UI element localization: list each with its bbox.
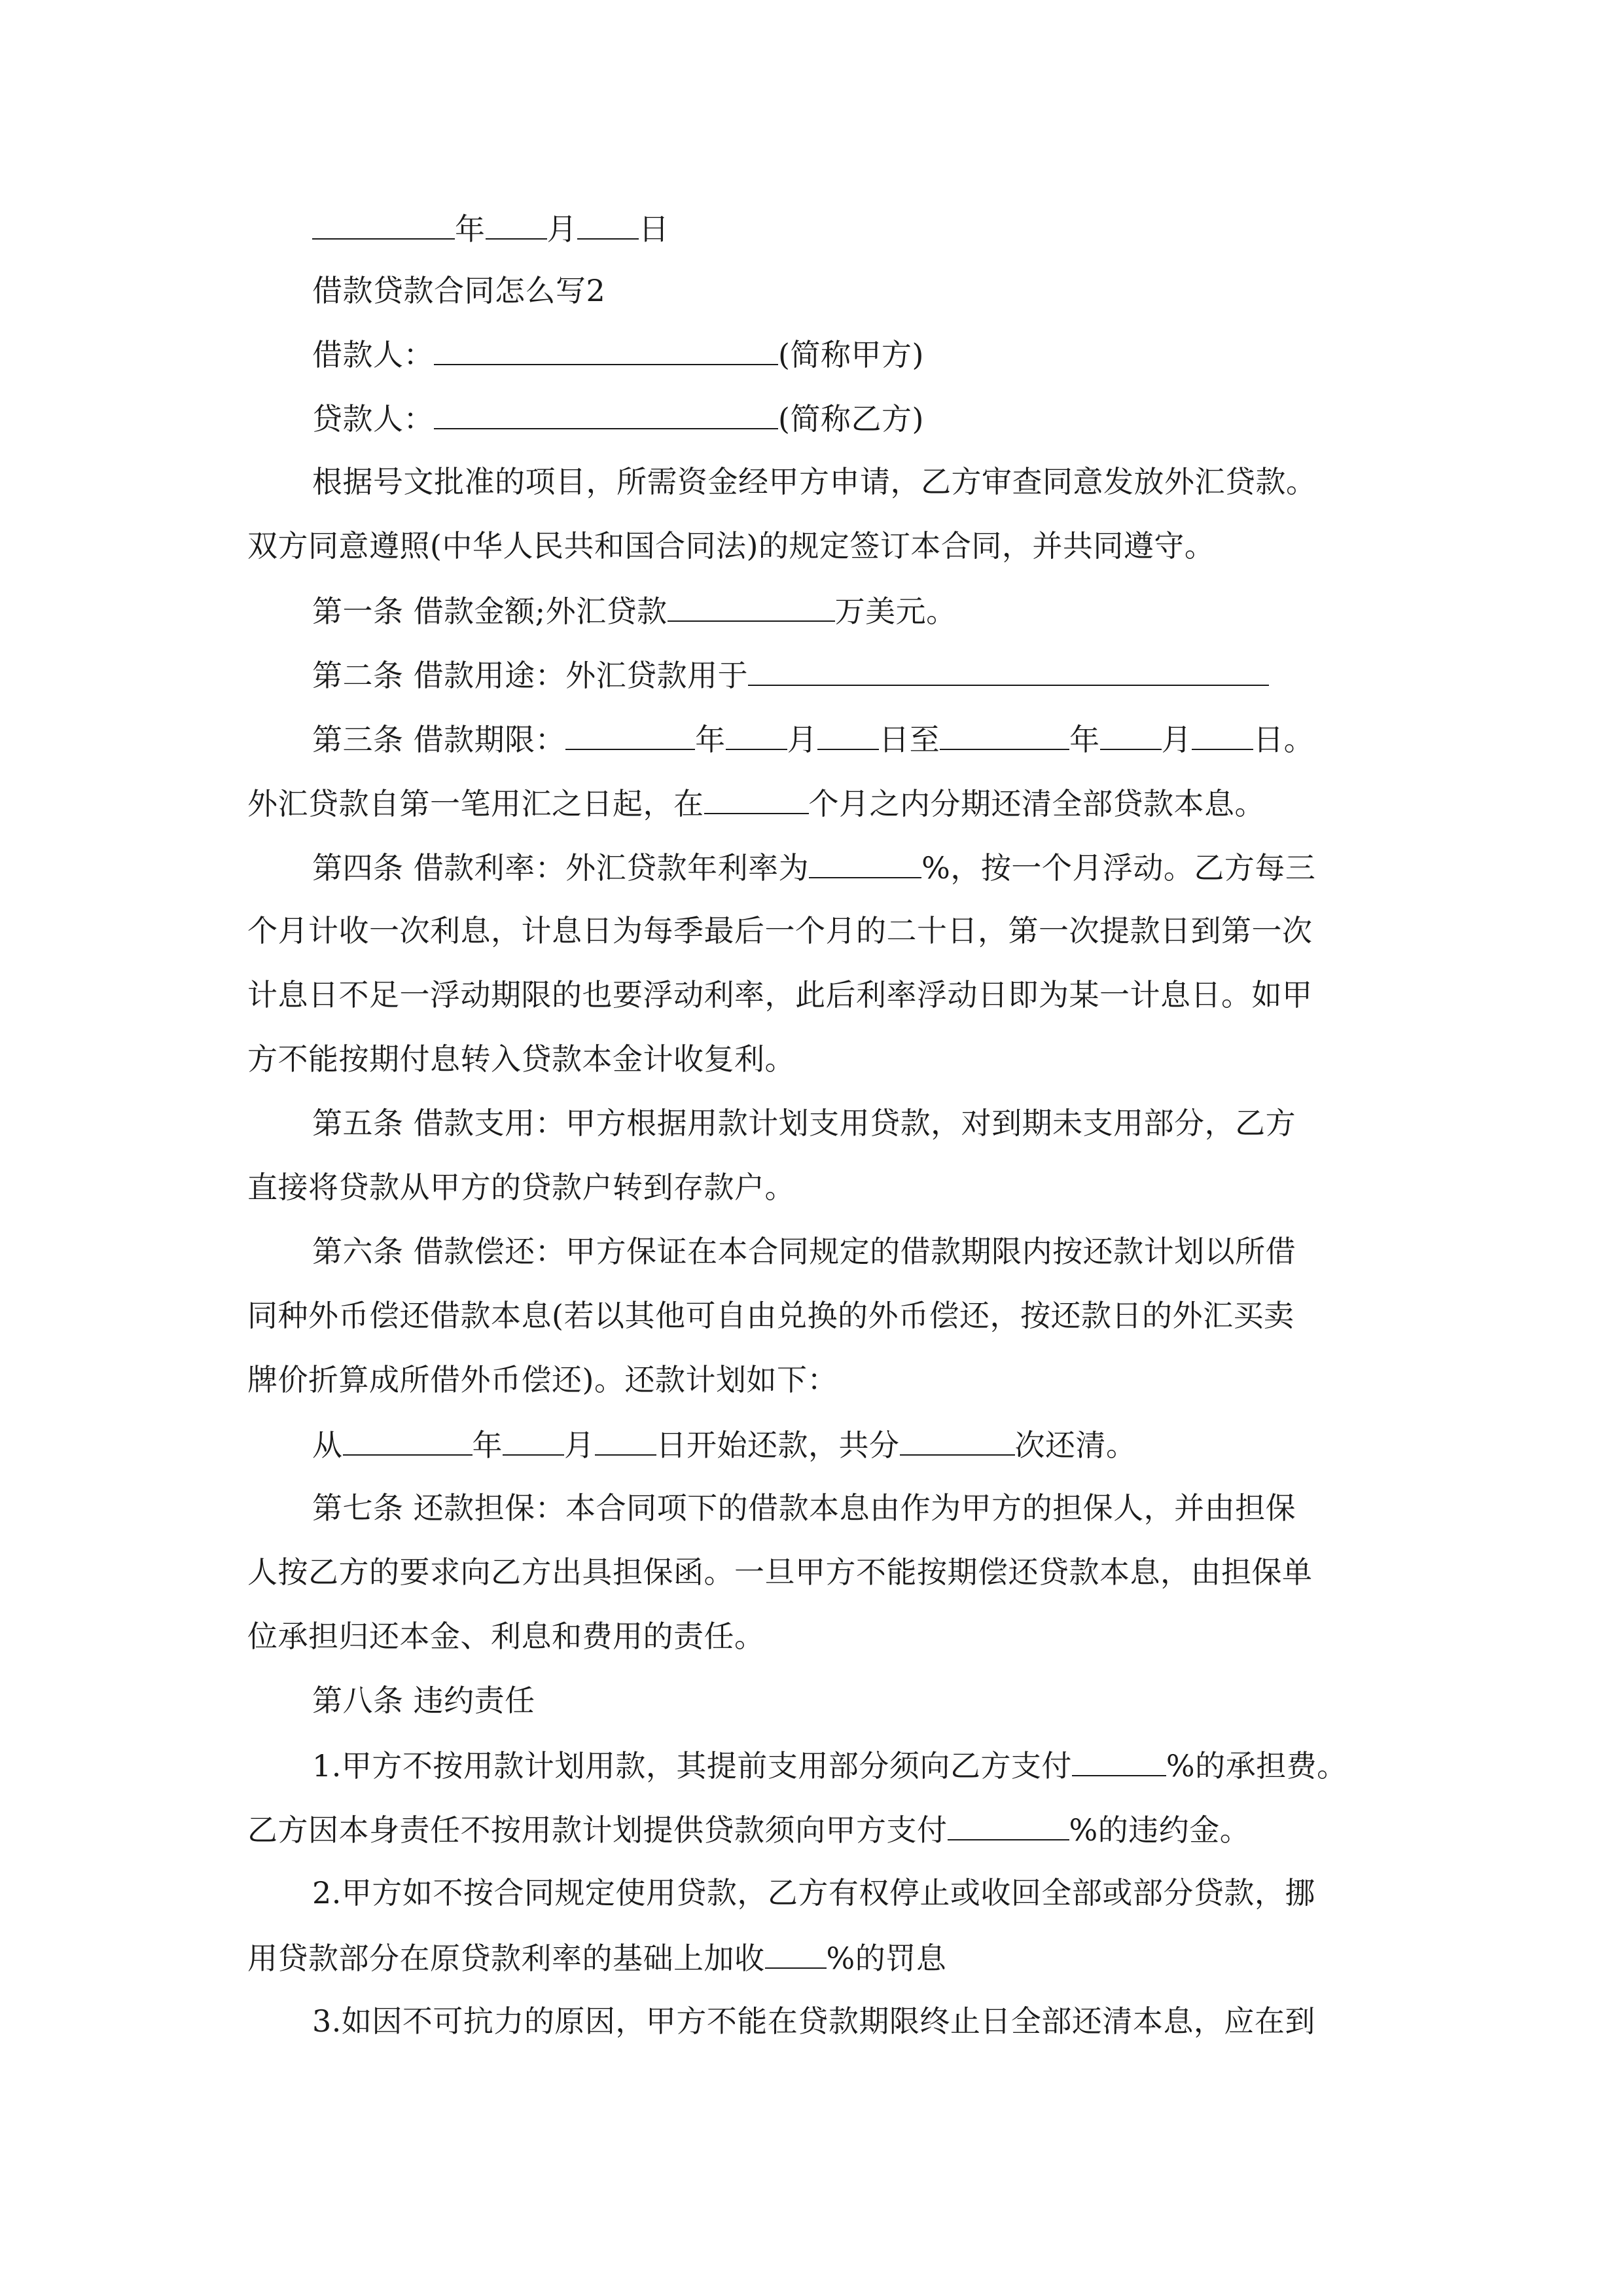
clause-1-line-2-text: 乙方因本身责任不按用款计划提供贷款须向甲方支付 bbox=[247, 1812, 948, 1848]
repay-day-blank[interactable] bbox=[595, 1424, 656, 1456]
start-day-blank[interactable] bbox=[817, 719, 879, 750]
article-7-line-3: 位承担归还本金、利息和费用的责任。 bbox=[247, 1619, 765, 1654]
rate-blank[interactable] bbox=[809, 847, 921, 878]
lender-blank[interactable] bbox=[434, 398, 778, 429]
repay-year-label: 年 bbox=[472, 1427, 503, 1463]
repay-year-blank[interactable] bbox=[343, 1424, 473, 1456]
repayment-line bbox=[312, 1424, 1137, 1463]
end-year-blank[interactable] bbox=[940, 719, 1069, 750]
start-day-label: 日至 bbox=[879, 722, 940, 757]
lender-suffix: (简称乙方) bbox=[778, 401, 924, 437]
article-4-line-2: 个月计收一次利息，计息日为每季最后一个月的二十日，第一次提款日到第一次 bbox=[247, 913, 1313, 948]
months-blank[interactable] bbox=[704, 783, 809, 814]
article-3-text: 第三条 借款期限： bbox=[312, 722, 566, 757]
lender-label: 贷款人： bbox=[312, 401, 434, 437]
start-year-blank[interactable] bbox=[565, 719, 695, 750]
clause-1-line-2-suffix: %的违约金。 bbox=[1069, 1812, 1251, 1848]
end-year-label: 年 bbox=[1069, 722, 1100, 757]
intro-line-1: 根据号文批准的项目，所需资金经甲方申请，乙方审查同意发放外汇贷款。 bbox=[312, 464, 1317, 499]
month-blank[interactable] bbox=[486, 208, 547, 240]
month-label: 月 bbox=[546, 211, 577, 247]
article-8-clause-3: 3.如因不可抗力的原因，甲方不能在贷款期限终止日全部还清本息，应在到 bbox=[312, 2003, 1315, 2039]
clause-2-line-2-suffix: %的罚息 bbox=[826, 1941, 947, 1976]
clause-2-line-2-text: 用贷款部分在原贷款利率的基础上加收 bbox=[247, 1941, 765, 1976]
article-1-text: 第一条 借款金额;外汇贷款 bbox=[312, 594, 668, 629]
end-month-blank[interactable] bbox=[1100, 719, 1162, 750]
repay-end: 次还清。 bbox=[1014, 1427, 1137, 1463]
repay-day-label: 日开始还款，共分 bbox=[656, 1427, 900, 1463]
amount-blank[interactable] bbox=[668, 590, 835, 622]
article-3-line-2 bbox=[247, 783, 1265, 822]
intro-line-2: 双方同意遵照(中华人民共和国合同法)的规定签订本合同，并共同遵守。 bbox=[247, 528, 1215, 564]
borrower-label: 借款人： bbox=[312, 337, 434, 372]
start-month-blank[interactable] bbox=[726, 719, 787, 750]
day-blank[interactable] bbox=[577, 208, 639, 240]
article-7-line-2: 人按乙方的要求向乙方出具担保函。一旦甲方不能按期偿还贷款本息，由担保单 bbox=[247, 1554, 1313, 1590]
end-day-blank[interactable] bbox=[1192, 719, 1253, 750]
borrower-blank[interactable] bbox=[434, 334, 778, 365]
article-7-line-1: 第七条 还款担保：本合同项下的借款本息由作为甲方的担保人，并由担保 bbox=[312, 1490, 1296, 1526]
lender-line bbox=[312, 398, 924, 437]
article-3-line-2-text: 外汇贷款自第一笔用汇之日起，在 bbox=[247, 786, 704, 821]
article-4 bbox=[312, 847, 1315, 886]
penalty-rate-blank[interactable] bbox=[765, 1937, 827, 1969]
article-1 bbox=[312, 590, 957, 630]
article-2 bbox=[312, 655, 1269, 694]
repay-month-label: 月 bbox=[564, 1427, 595, 1463]
article-8-clause-1-line-2 bbox=[247, 1809, 1250, 1848]
year-label: 年 bbox=[455, 211, 486, 247]
clause-1-suffix: %的承担费。 bbox=[1166, 1748, 1347, 1784]
clause-1-text: 1.甲方不按用款计划用款，其提前支用部分须向乙方支付 bbox=[312, 1748, 1072, 1784]
date-line bbox=[312, 208, 669, 247]
start-year-label: 年 bbox=[695, 722, 726, 757]
borrower-line bbox=[312, 334, 924, 373]
article-3 bbox=[312, 719, 1314, 758]
end-month-label: 月 bbox=[1161, 722, 1192, 757]
commitment-fee-blank[interactable] bbox=[1072, 1745, 1166, 1776]
article-4-line-4: 方不能按期付息转入贷款本金计收复利。 bbox=[247, 1041, 795, 1077]
contract-title: 借款贷款合同怎么写2 bbox=[312, 273, 606, 308]
end-day-label: 日。 bbox=[1253, 722, 1315, 757]
borrower-suffix: (简称甲方) bbox=[778, 337, 924, 372]
article-6-line-2: 同种外币偿还借款本息(若以其他可自由兑换的外币偿还，按还款日的外汇买卖 bbox=[247, 1298, 1294, 1333]
article-4-line-3: 计息日不足一浮动期限的也要浮动利率，此后利率浮动日即为某一计息日。如甲 bbox=[247, 977, 1313, 1013]
article-8-clause-2-line-2 bbox=[247, 1937, 946, 1977]
article-1-unit: 万美元。 bbox=[834, 594, 957, 629]
article-4-rate-suffix: %，按一个月浮动。乙方每三 bbox=[921, 850, 1316, 886]
article-6-line-3: 牌价折算成所借外币偿还)。还款计划如下： bbox=[247, 1362, 838, 1397]
article-8-clause-1 bbox=[312, 1745, 1347, 1784]
year-blank[interactable] bbox=[312, 208, 455, 240]
article-2-text: 第二条 借款用途：外汇贷款用于 bbox=[312, 658, 749, 693]
article-4-text: 第四条 借款利率：外汇贷款年利率为 bbox=[312, 850, 810, 886]
repay-month-blank[interactable] bbox=[503, 1424, 564, 1456]
article-5-line-2: 直接将贷款从甲方的贷款户转到存款户。 bbox=[247, 1170, 795, 1205]
penalty-blank[interactable] bbox=[948, 1809, 1069, 1840]
repay-from: 从 bbox=[312, 1427, 343, 1463]
article-5-line-1: 第五条 借款支用：甲方根据用款计划支用贷款，对到期未支用部分，乙方 bbox=[312, 1105, 1296, 1141]
article-8-clause-2: 2.甲方如不按合同规定使用贷款，乙方有权停止或收回全部或部分贷款，挪 bbox=[312, 1875, 1315, 1910]
purpose-blank[interactable] bbox=[748, 655, 1269, 686]
article-8-title: 第八条 违约责任 bbox=[312, 1683, 535, 1718]
installments-blank[interactable] bbox=[900, 1424, 1015, 1456]
article-3-line-2-end: 个月之内分期还清全部贷款本息。 bbox=[808, 786, 1265, 821]
day-label: 日 bbox=[639, 211, 669, 247]
start-month-label: 月 bbox=[787, 722, 818, 757]
article-6-line-1: 第六条 借款偿还：甲方保证在本合同规定的借款期限内按还款计划以所借 bbox=[312, 1234, 1296, 1269]
